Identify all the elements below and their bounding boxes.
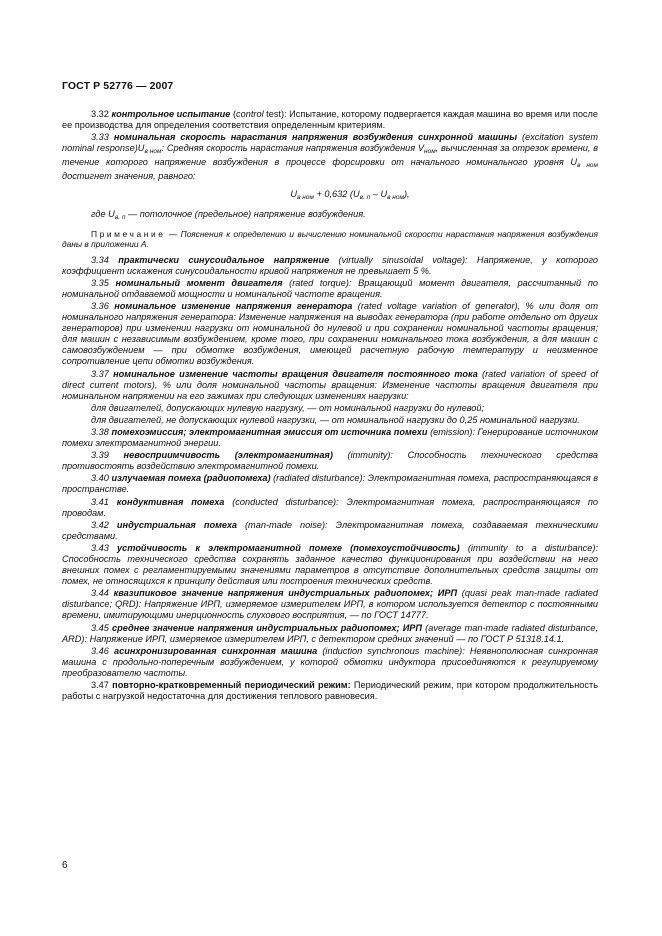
clause-definition: (excitation system nominal response)U: [62, 132, 598, 154]
clause-number: 3.42: [91, 519, 109, 530]
clause-definition: (rated torque): Вращающий момент двигателя, рассчитанный по номинальной отдаваемой мощности и номинальной частоте вращения.: [62, 277, 598, 299]
clause-3-35: [62, 278, 598, 300]
subscript: ном: [424, 148, 436, 156]
subscript: в ном: [577, 162, 598, 170]
clause-definition: (quasi peak man-made radiated disturbance; QRD): Напряжение ИРП, измеряемое измерителем ИРП, в котором используется детектор с постоянными времени, имитирующими инерционность слухового восприятия, — по ГОСТ 14777.: [62, 588, 598, 621]
clause-term: устойчивость к электромагнитной помехе (помехоустойчивость): [117, 542, 460, 553]
clause-term: невосприимчивость (электромагнитная): [123, 450, 333, 461]
clause-3-39: [62, 450, 598, 472]
clause-term: повторно-кратковременный периодический режим:: [112, 680, 351, 691]
clause-3-36: [62, 301, 598, 368]
subscript: в ном: [387, 193, 404, 201]
subscript: в. п: [114, 213, 126, 221]
clause-3-33: [62, 132, 598, 182]
clause-term: среднее значение напряжения индустриальных радиопомех; ИРП: [112, 622, 423, 633]
formula-part: ),: [403, 188, 410, 199]
clause-term: номинальное изменение частоты вращения двигателя постоянного тока: [113, 368, 478, 379]
clause-definition: (immunity to a disturbance): Способность технического средства сохранять заданное качество функционирования при воздействии на него внешних помех с регламентируемыми значениями параметров в отсутствие дополнительных средств защиты от помех, не относящихся к принципу действия или построения технических средств.: [62, 542, 598, 587]
clause-number: 3.39: [91, 450, 109, 461]
clause-3-43: [62, 543, 598, 587]
clause-definition: (immunity): Способность технического средства противостоять воздействию электромагнитной помехи.: [62, 450, 598, 472]
clause-term: практически синусоидальное напряжение: [118, 254, 330, 265]
note-label: Примечание: [91, 228, 166, 239]
clause-number: 3.43: [91, 542, 109, 553]
clause-definition: (emission): Генерирование источником помехи электромагнитной энергии.: [62, 426, 599, 449]
where-text: — потолочное (предельное) напряжение возбуждения.: [125, 208, 366, 219]
clause-term: номинальная скорость нарастания напряжения возбуждения синхронной машины: [113, 132, 518, 143]
clause-definition: (rated variation of speed of direct current motors), % или доля номинальной частоты вращения: Изменение частоты вращения двигателя при номинальном напряжении на его зажимах при следующих изменениях нагрузки:: [62, 368, 598, 401]
clause-number: 3.46: [91, 645, 109, 656]
subscript: в. п: [359, 193, 371, 201]
page-number: 6: [62, 860, 68, 871]
clause-definition: достигнет значения, равного:: [62, 171, 196, 182]
note: [62, 229, 598, 250]
clause-definition: (virtually sinusoidal voltage): Напряжение, у которого коэффициент искажения синусоидальности кривой напряжения не превышает 5 %.: [62, 254, 598, 276]
clause-definition: (rated voltage variation of generator), % или доля от номинального напряжения генератора: Изменение напряжения на выводах генератора (при работе отдельно от других генераторов) при изменении нагрузки от номинальной до нулевой и при сохранении номинальной частоты вращения; для машин с независимым возбуждением, кроме того, при сохранении номинального тока возбуждения, а для машин с самовозбуждением — при обмотке возбуждения, имеющей расчетную рабочую температуру и неизменное сопротивление цепи обмотки возбуждения.: [62, 300, 598, 367]
formula: [62, 189, 598, 203]
clause-number: 3.33: [91, 132, 109, 143]
formula-part: U: [290, 188, 298, 199]
clause-term: кондуктивная помеха: [116, 496, 225, 507]
clause-term: номинальный момент двигателя: [115, 277, 283, 288]
clause-number: 3.47: [91, 680, 109, 691]
clause-number: 3.45: [91, 622, 109, 633]
clause-3-37: [62, 369, 598, 402]
clause-3-41: [62, 497, 598, 519]
clause-number: 3.37: [91, 368, 109, 379]
clause-definition: : Средняя скорость нарастания напряжения возбуждения V: [161, 143, 425, 154]
clause-number: 3.35: [91, 277, 109, 288]
where-text: где U: [91, 208, 115, 219]
clause-term: контрольное испытание: [111, 109, 231, 119]
subscript: в ном: [144, 148, 162, 156]
clause-3-45: [62, 623, 598, 645]
formula-part: + 0,632 (U: [313, 188, 360, 199]
clause-definition: Периодический режим, при котором продолжительность работы с нагрузкой недостаточна для достижения теплового равновесия.: [62, 680, 598, 702]
clause-3-44: [62, 588, 598, 621]
clause-number: 3.32: [91, 109, 109, 119]
clause-3-37-item-b: для двигателей, не допускающих нулевой нагрузки, — от номинальной нагрузки до 0,25 номинальной нагрузки.: [91, 414, 580, 425]
clause-3-38: [62, 427, 598, 449]
clause-3-32: 3.32 контрольное испытание (control test): Испытание, которому подвергается каждая машина во время или после ее производства для определения соответствия определенным критериям.: [62, 109, 598, 131]
clause-number: 3.34: [91, 254, 109, 265]
clause-3-46: [62, 646, 598, 679]
clause-term-original: control: [236, 109, 264, 119]
clause-3-40: [62, 473, 598, 495]
clause-term: помехоэмиссия; электромагнитная эмиссия от источника помехи: [111, 426, 428, 437]
formula-where: [62, 209, 598, 223]
clause-3-47: [62, 680, 598, 702]
clause-3-37-item-a: для двигателей, допускающих нулевую нагрузку, — от номинальной нагрузки до нулевой;: [91, 402, 485, 413]
note-text: — Пояснения к определению и вычислению номинальной скорости нарастания напряжения возбуждения даны в приложении А.: [62, 228, 598, 250]
clause-term: индустриальная помеха: [116, 519, 237, 530]
clause-definition: (radiated disturbance): Электромагнитная помеха, распространяющаяся в пространстве.: [62, 473, 598, 495]
clause-3-42: [62, 520, 598, 542]
clause-term: излучаемая помеха (радиопомеха): [111, 473, 271, 484]
formula-part: – U: [370, 188, 388, 199]
clause-number: 3.44: [91, 588, 109, 599]
clause-number: 3.40: [91, 473, 109, 484]
running-header: ГОСТ Р 52776 — 2007: [62, 80, 174, 92]
clause-definition: (conducted disturbance): Электромагнитная помеха, распространяющаяся по проводам.: [62, 496, 598, 518]
clause-definition: (induction synchronous machine): Неявнополюсная синхронная машина с продольно-поперечным возбуждением, у которой обмотки индуктора присоединяются к регулируемому преобразователю частоты.: [62, 645, 598, 678]
clause-term: асинхронизированная синхронная машина: [113, 645, 318, 656]
clause-term: номинальное изменение напряжения генератора: [114, 300, 353, 311]
subscript: в ном: [297, 193, 314, 201]
clause-number: 3.36: [91, 300, 109, 311]
clause-definition: test): Испытание, которому подвергается каждая машина во время или после ее производства для определения соответствия определенным критериям.: [62, 109, 598, 131]
clause-term: квазипиковое значение напряжения индустриальных радиопомех; ИРП: [113, 588, 458, 599]
clause-number: 3.38: [91, 426, 109, 437]
clause-definition: (average man-made radiated disturbance, ARD): Напряжение ИРП, измеряемое измерителем ИРП, с детектором средних значений — по ГОСТ Р 51318.14.1.: [62, 622, 598, 644]
clause-number: 3.41: [91, 496, 109, 507]
document-body: [62, 109, 598, 703]
clause-definition: (man-made noise): Электромагнитная помеха, создаваемая техническими средствами.: [62, 519, 598, 541]
clause-definition: , вычисленная за отрезок времени, в течение которого напряжение возбуждения в процессе форсировки от начального номинального уровня U: [62, 143, 598, 168]
clause-3-34: [62, 255, 598, 277]
